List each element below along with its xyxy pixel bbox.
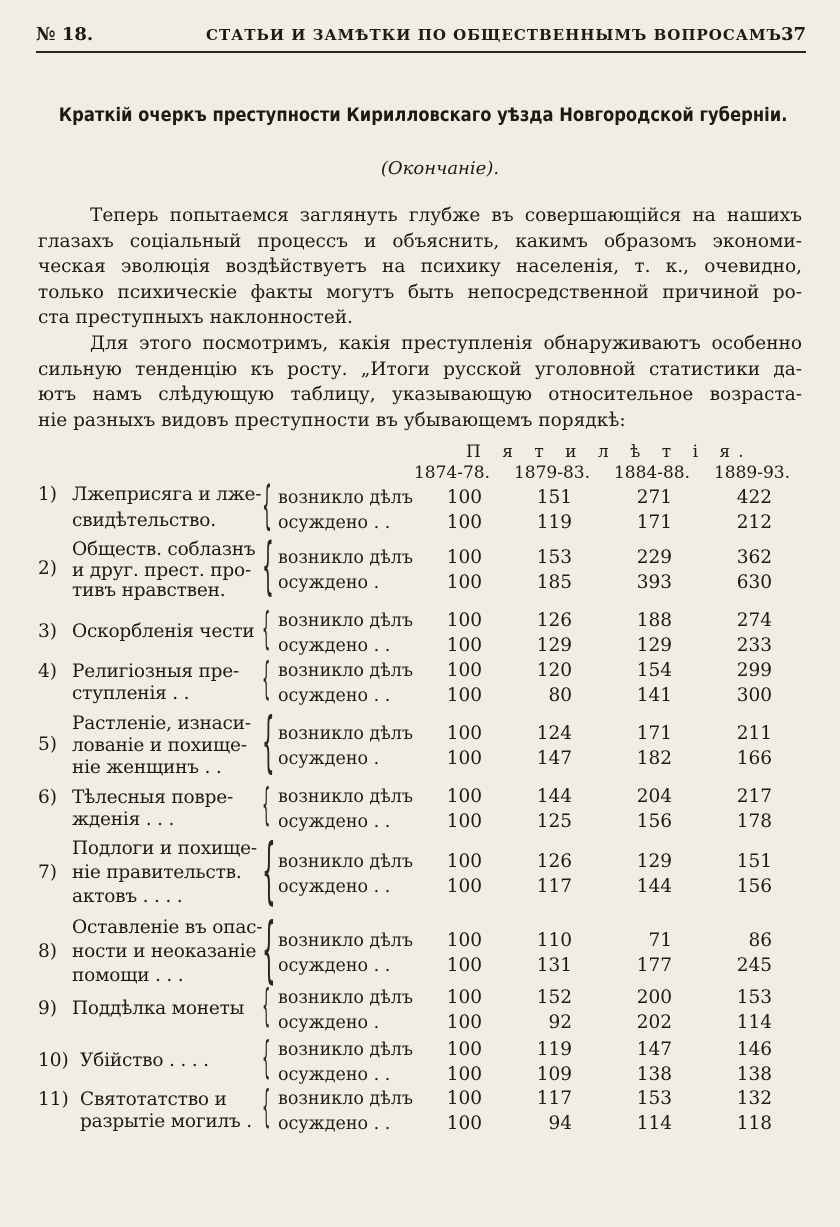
value-cell: 182 <box>636 748 672 769</box>
text-line: сильную тенденцію къ росту. „Итоги русской уголовной статистики да- <box>38 358 802 380</box>
value-cell: 138 <box>636 1064 672 1085</box>
value-cell: 245 <box>736 955 772 976</box>
value-cell: 100 <box>446 723 482 744</box>
value-cell: 100 <box>446 547 482 568</box>
value-cell: 100 <box>446 876 482 897</box>
value-cell: 152 <box>536 987 572 1008</box>
case-type-label: возникло дѣлъ <box>278 931 413 951</box>
value-cell: 144 <box>536 786 572 807</box>
value-cell: 125 <box>536 811 572 832</box>
period-year: 1879-83. <box>513 463 590 483</box>
crime-name-line: жденія . . . <box>72 809 175 830</box>
text-line: Теперь попытаемся заглянуть глубже въ совершающійся на нашихъ <box>90 205 802 226</box>
value-cell: 119 <box>536 512 572 533</box>
text-line: глазахъ соціальный процессъ и объяснить, какимъ образомъ экономи- <box>38 230 802 252</box>
value-cell: 100 <box>446 811 482 832</box>
crime-name-line: Религіозныя пре- <box>72 661 240 682</box>
value-cell: 109 <box>536 1064 572 1085</box>
value-cell: 100 <box>446 1113 482 1134</box>
text-line: ютъ намъ слѣдующую таблицу, указывающую относительное возраста- <box>38 384 802 405</box>
page-number: 37 <box>780 24 806 45</box>
brace: { <box>262 828 276 912</box>
value-cell: 138 <box>736 1064 772 1085</box>
brace: { <box>262 980 271 1031</box>
value-cell: 185 <box>536 572 572 593</box>
brace: { <box>262 603 271 654</box>
value-cell: 129 <box>536 635 572 656</box>
value-cell: 100 <box>446 987 482 1008</box>
case-type-label: осуждено . . <box>278 956 391 976</box>
value-cell: 71 <box>648 930 672 951</box>
case-type-label: возникло дѣлъ <box>278 852 413 872</box>
value-cell: 271 <box>636 487 672 508</box>
value-cell: 151 <box>736 851 772 872</box>
value-cell: 233 <box>736 635 772 656</box>
text-line: ніе разныхъ видовъ преступности въ убывающемъ порядкѣ: <box>38 409 626 431</box>
article-subtitle: (Окончаніе). <box>380 158 500 179</box>
case-type-label: осуждено . . <box>278 513 391 533</box>
crime-name-line: ступленія . . <box>72 683 190 704</box>
value-cell: 147 <box>636 1039 672 1060</box>
row-number: 11) <box>38 1089 69 1110</box>
crime-name-line: Растленіе, изнаси- <box>72 713 251 734</box>
text-line: Для этого посмотримъ, какія преступленія обнаруживаютъ особенно <box>90 333 802 354</box>
value-cell: 86 <box>748 930 772 951</box>
case-type-label: возникло дѣлъ <box>278 1040 413 1060</box>
brace: { <box>262 1032 271 1083</box>
value-cell: 100 <box>446 610 482 631</box>
value-cell: 126 <box>536 610 572 631</box>
value-cell: 204 <box>636 786 672 807</box>
value-cell: 100 <box>446 572 482 593</box>
case-type-label: осуждено . . <box>278 636 391 656</box>
case-type-label: осуждено . . <box>278 812 391 832</box>
value-cell: 100 <box>446 635 482 656</box>
value-cell: 299 <box>736 660 772 681</box>
case-type-label: возникло дѣлъ <box>278 488 413 508</box>
value-cell: 94 <box>548 1113 572 1134</box>
value-cell: 131 <box>536 955 572 976</box>
case-type-label: осуждено . <box>278 749 380 769</box>
case-type-label: осуждено . <box>278 573 380 593</box>
value-cell: 212 <box>736 512 772 533</box>
value-cell: 100 <box>446 685 482 706</box>
case-type-label: осуждено . . <box>278 686 391 706</box>
case-type-label: осуждено . <box>278 1013 380 1033</box>
crime-name-line: Тѣлесныя повре- <box>72 787 234 808</box>
row-number: 1) <box>38 484 57 505</box>
value-cell: 100 <box>446 1088 482 1109</box>
value-cell: 129 <box>636 851 672 872</box>
brace: { <box>262 476 272 536</box>
value-cell: 178 <box>736 811 772 832</box>
text-line: ческая эволюція воздѣйствуетъ на психику населенія, т. к., очевидно, <box>38 256 802 277</box>
value-cell: 156 <box>636 811 672 832</box>
value-cell: 100 <box>446 955 482 976</box>
value-cell: 119 <box>536 1039 572 1060</box>
value-cell: 132 <box>736 1088 772 1109</box>
row-number: 3) <box>38 621 57 642</box>
value-cell: 171 <box>636 723 672 744</box>
value-cell: 117 <box>536 876 572 897</box>
period-year: 1884-88. <box>613 463 690 483</box>
crime-name-line: Оскорбленія чести <box>72 621 255 642</box>
value-cell: 100 <box>446 786 482 807</box>
value-cell: 166 <box>736 748 772 769</box>
crime-name-line: Подлоги и похище- <box>72 838 257 859</box>
value-cell: 153 <box>636 1088 672 1109</box>
value-cell: 120 <box>536 660 572 681</box>
value-cell: 117 <box>536 1088 572 1109</box>
crime-name-line: помощи . . . <box>72 965 184 986</box>
crime-name-line: разрытіе могилъ . <box>80 1111 252 1132</box>
value-cell: 146 <box>736 1039 772 1060</box>
value-cell: 126 <box>536 851 572 872</box>
case-type-label: возникло дѣлъ <box>278 988 413 1008</box>
value-cell: 188 <box>636 610 672 631</box>
value-cell: 141 <box>636 685 672 706</box>
brace: { <box>262 653 271 704</box>
value-cell: 80 <box>548 685 572 706</box>
crime-name-line: ніе правительств. <box>72 862 242 883</box>
brace: { <box>262 779 271 830</box>
value-cell: 156 <box>736 876 772 897</box>
value-cell: 154 <box>636 660 672 681</box>
value-cell: 100 <box>446 930 482 951</box>
value-cell: 274 <box>736 610 772 631</box>
value-cell: 229 <box>636 547 672 568</box>
value-cell: 630 <box>736 572 772 593</box>
value-cell: 362 <box>736 547 772 568</box>
value-cell: 200 <box>636 987 672 1008</box>
crime-name-line: Обществ. соблазнъ <box>72 539 256 560</box>
crime-name-line: лованіе и похище- <box>72 735 247 756</box>
crime-name-line: Лжеприсяга и лже- <box>72 484 262 505</box>
crime-name-line: тивъ нравствен. <box>72 580 226 602</box>
crime-name-line: Убійство . . . . <box>80 1050 209 1071</box>
case-type-label: возникло дѣлъ <box>278 548 413 568</box>
value-cell: 100 <box>446 660 482 681</box>
value-cell: 300 <box>736 685 772 706</box>
value-cell: 144 <box>636 876 672 897</box>
case-type-label: возникло дѣлъ <box>278 661 413 681</box>
value-cell: 177 <box>636 955 672 976</box>
row-number: 6) <box>38 787 57 808</box>
crime-name-line: ности и неоказаніе <box>72 941 257 962</box>
brace: { <box>262 703 275 780</box>
crime-name-line: Поддѣлка монеты <box>72 998 245 1019</box>
period-year: 1889-93. <box>713 463 790 483</box>
case-type-label: возникло дѣлъ <box>278 787 413 807</box>
value-cell: 100 <box>446 851 482 872</box>
value-cell: 100 <box>446 1012 482 1033</box>
crime-name-line: свидѣтельство. <box>72 510 216 531</box>
case-type-label: осуждено . . <box>278 877 391 897</box>
row-number: 7) <box>38 862 57 883</box>
article-title: Краткій очеркъ преступности Кирилловскаго уѣзда Новгородской губерніи. <box>58 104 788 126</box>
value-cell: 124 <box>536 723 572 744</box>
value-cell: 110 <box>536 930 572 951</box>
crime-name-line: ніе женщинъ . . <box>72 757 222 778</box>
case-type-label: осуждено . . <box>278 1114 391 1134</box>
value-cell: 100 <box>446 1064 482 1085</box>
text-line: ста преступныхъ наклонностей. <box>38 307 353 328</box>
crime-name-line: и друг. прест. про- <box>72 559 252 581</box>
value-cell: 171 <box>636 512 672 533</box>
crime-name-line: Святотатство и <box>80 1089 227 1110</box>
case-type-label: осуждено . . <box>278 1065 391 1085</box>
issue-number: № 18. <box>36 24 94 45</box>
period-heading: П я т и л ѣ т і я. <box>466 442 752 462</box>
row-number: 2) <box>38 558 57 579</box>
value-cell: 211 <box>736 723 772 744</box>
case-type-label: возникло дѣлъ <box>278 1089 413 1109</box>
value-cell: 100 <box>446 748 482 769</box>
value-cell: 217 <box>736 786 772 807</box>
value-cell: 151 <box>536 487 572 508</box>
row-number: 5) <box>38 734 57 755</box>
crime-name-line: Оставленіе въ опас- <box>72 917 263 938</box>
row-number: 4) <box>38 661 57 682</box>
row-number: 10) <box>38 1050 69 1071</box>
value-cell: 118 <box>736 1113 772 1134</box>
brace: { <box>262 907 276 991</box>
value-cell: 153 <box>736 987 772 1008</box>
value-cell: 129 <box>636 635 672 656</box>
value-cell: 153 <box>536 547 572 568</box>
section-title: СТАТЬИ И ЗАМѢТКИ ПО ОБЩЕСТВЕННЫМЪ ВОПРОСАМЪ. <box>206 26 789 44</box>
value-cell: 114 <box>736 1012 772 1033</box>
crime-name-line: актовъ . . . . <box>72 886 183 907</box>
brace: { <box>262 529 274 602</box>
value-cell: 147 <box>536 748 572 769</box>
row-number: 8) <box>38 941 57 962</box>
value-cell: 114 <box>636 1113 672 1134</box>
value-cell: 100 <box>446 512 482 533</box>
value-cell: 92 <box>548 1012 572 1033</box>
value-cell: 393 <box>636 572 672 593</box>
value-cell: 202 <box>636 1012 672 1033</box>
row-number: 9) <box>38 998 57 1019</box>
period-year: 1874-78. <box>413 463 490 483</box>
value-cell: 100 <box>446 1039 482 1060</box>
value-cell: 100 <box>446 487 482 508</box>
case-type-label: возникло дѣлъ <box>278 611 413 631</box>
text-line: только психическіе факты могутъ быть непосредственной причиной ро- <box>38 281 802 303</box>
brace: { <box>262 1081 271 1132</box>
case-type-label: возникло дѣлъ <box>278 724 413 744</box>
value-cell: 422 <box>736 487 772 508</box>
